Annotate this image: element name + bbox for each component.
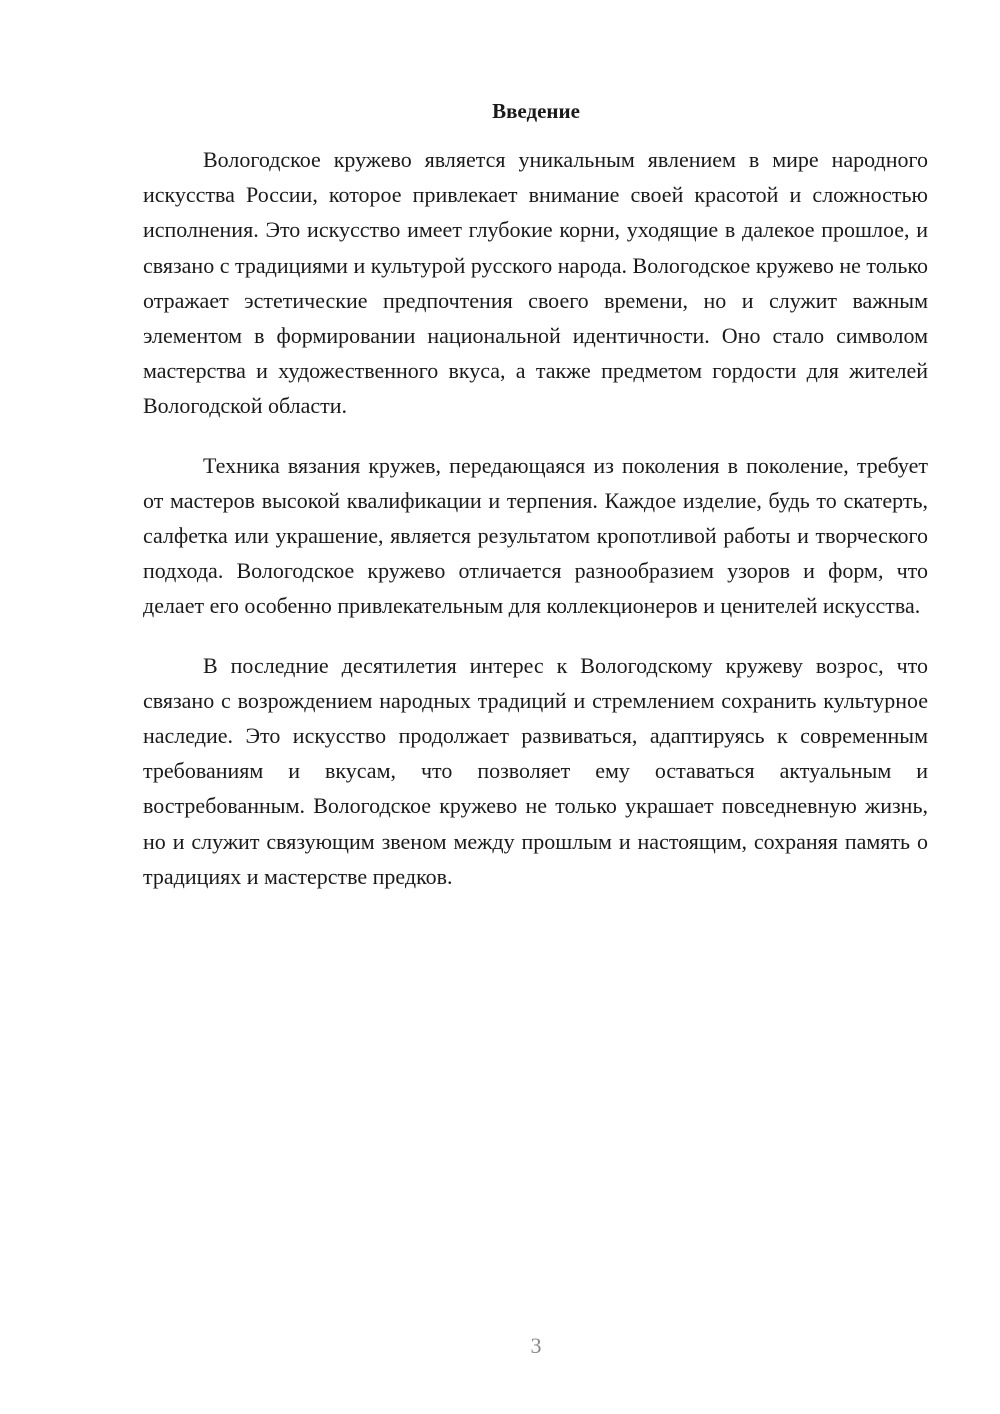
page-title: Введение — [492, 99, 580, 123]
paragraph-1: Вологодское кружево является уникальным явлением в мире народного искусства России, которое привлекает внимание своей красотой и сложностью исполнения. Это искусство имеет глубокие корни, уходящие в далекое прошлое, и связано с традициями и культурой русского народа. Вологодское кружево не только отражает эстетические предпочтения своего времени, но и служит важным элементом в формировании национальной идентичности. Оно стало символом мастерства и художественного вкуса, а также предметом гордости для жителей Вологодской области. — [143, 147, 928, 419]
page-number: 3 — [530, 1333, 542, 1358]
document-body — [143, 142, 928, 918]
paragraph-3: В последние десятилетия интерес к Вологодскому кружеву возрос, что связано с возрождением народных традиций и стремлением сохранить культурное наследие. Это искусство продолжает развиваться, адаптируясь к современным требованиям и вкусам, что позволяет ему оставаться актуальным и востребованным. Вологодское кружево не только украшает повседневную жизнь, но и служит связующим звеном между прошлым и настоящим, сохраняя память о традициях и мастерстве предков. — [143, 652, 928, 889]
paragraph-2: Техника вязания кружев, передающаяся из поколения в поколение, требует от мастеров высокой квалификации и терпения. Каждое изделие, будь то скатерть, салфетка или украшение, является результатом кропотливой работы и творческого подхода. Вологодское кружево отличается разнообразием узоров и форм, что делает его особенно привлекательным для коллекционеров и ценителей искусства. — [143, 452, 928, 619]
